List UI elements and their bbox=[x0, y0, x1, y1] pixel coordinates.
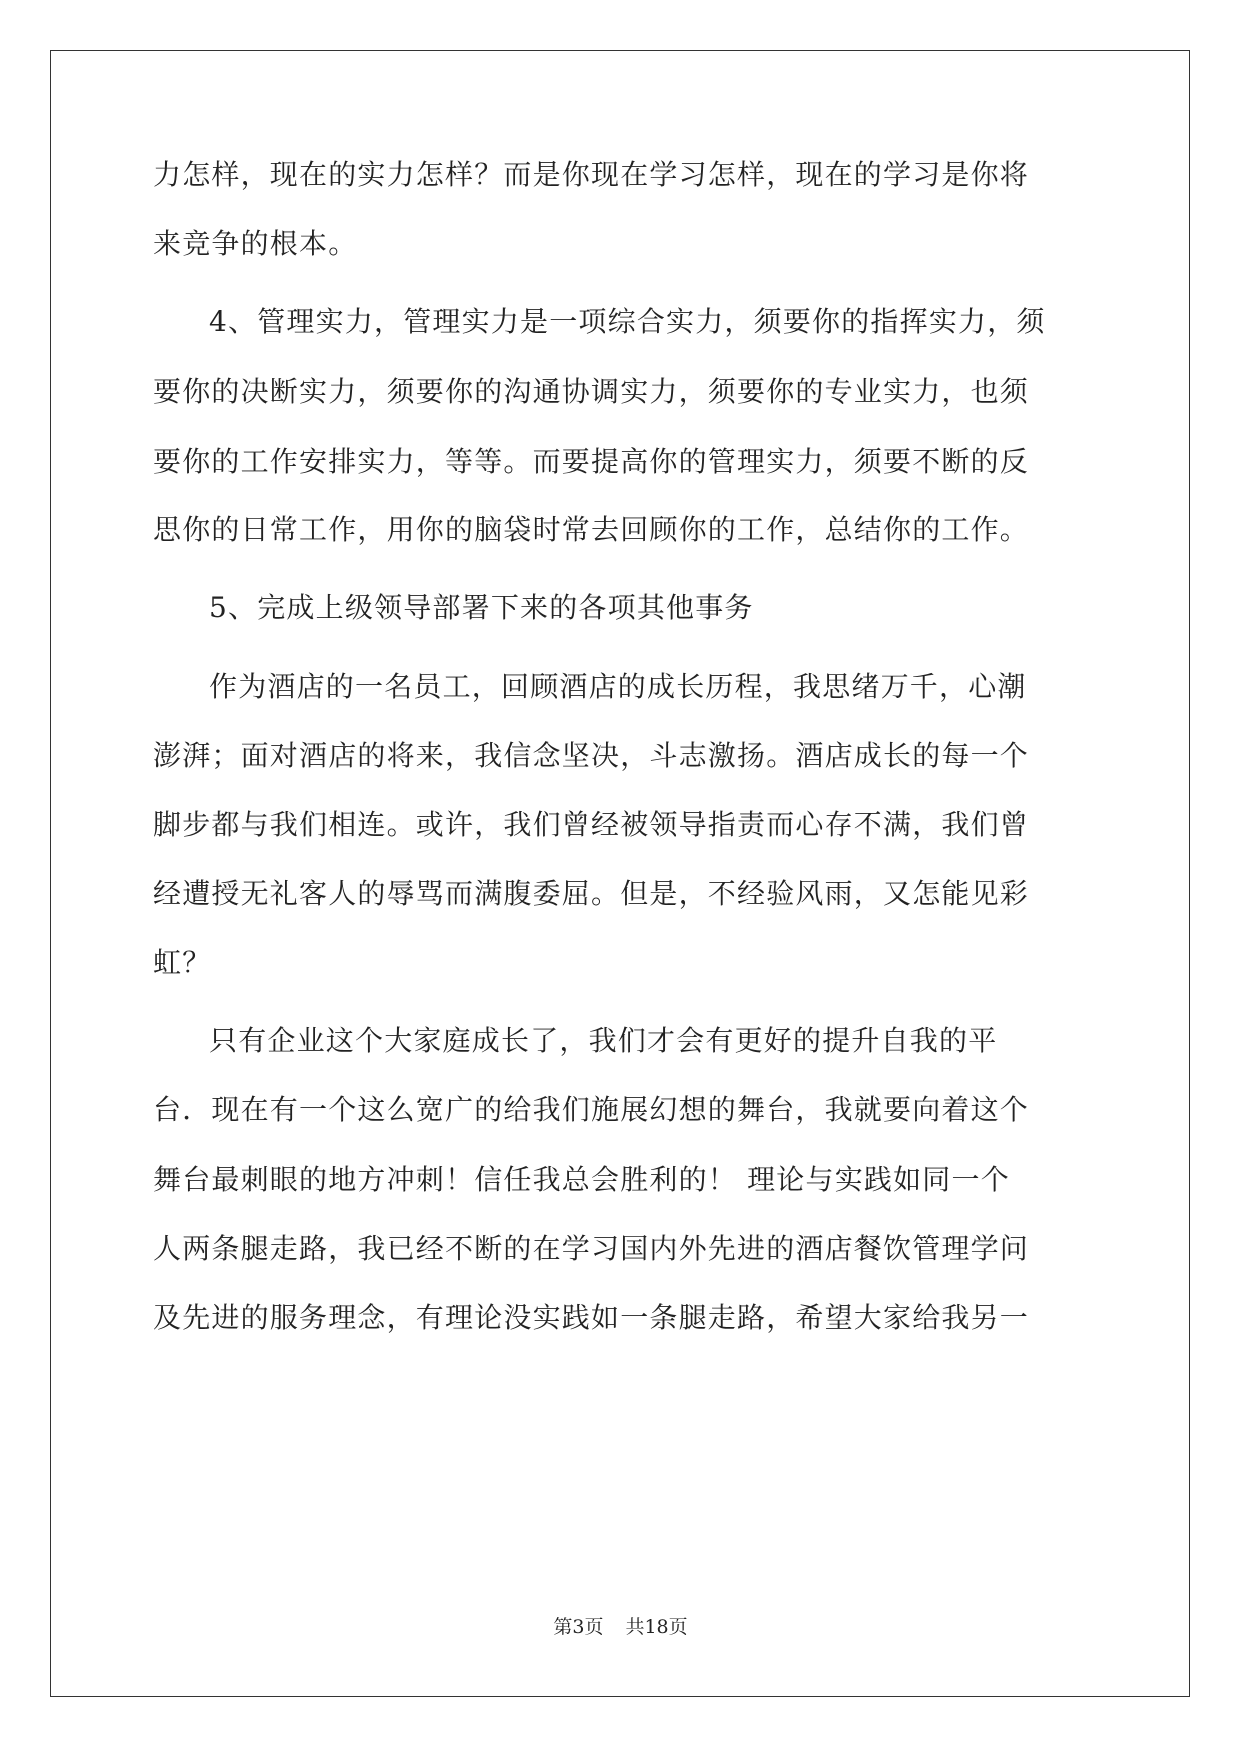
text-line: 人两条腿走路，我已经不断的在学习国内外先进的酒店餐饮管理学问 bbox=[153, 1232, 1030, 1265]
text-line: 只有企业这个大家庭成长了，我们才会有更好的提升自我的平 bbox=[209, 1024, 998, 1057]
text-line: 力怎样，现在的实力怎样？而是你现在学习怎样，现在的学习是你将 bbox=[153, 158, 1030, 191]
text-line: 台．现在有一个这么宽广的给我们施展幻想的舞台，我就要向着这个 bbox=[153, 1093, 1030, 1126]
text-line: 虹？ bbox=[153, 946, 212, 979]
text-line: 经遭授无礼客人的辱骂而满腹委屈。但是，不经验风雨，又怎能见彩 bbox=[153, 877, 1030, 910]
text-line: 4、管理实力，管理实力是一项综合实力，须要你的指挥实力，须 bbox=[209, 305, 1046, 338]
text-line: 要你的决断实力，须要你的沟通协调实力，须要你的专业实力，也须 bbox=[153, 375, 1030, 408]
text-line: 来竞争的根本。 bbox=[153, 227, 358, 260]
text-line: 舞台最刺眼的地方冲刺！信任我总会胜利的！ 理论与实践如同一个 bbox=[153, 1163, 1010, 1196]
page-footer bbox=[0, 1615, 1241, 1639]
text-line: 5、完成上级领导部署下来的各项其他事务 bbox=[209, 591, 754, 624]
text-line: 思你的日常工作，用你的脑袋时常去回顾你的工作，总结你的工作。 bbox=[153, 513, 1030, 546]
page-number-total: 共18页 bbox=[625, 1616, 688, 1638]
text-line: 要你的工作安排实力，等等。而要提高你的管理实力，须要不断的反 bbox=[153, 445, 1030, 478]
text-line: 澎湃；面对酒店的将来，我信念坚决，斗志激扬。酒店成长的每一个 bbox=[153, 739, 1030, 772]
text-line: 作为酒店的一名员工，回顾酒店的成长历程，我思绪万千，心潮 bbox=[209, 670, 1027, 703]
page-number-current: 第3页 bbox=[553, 1616, 604, 1638]
text-line: 脚步都与我们相连。或许，我们曾经被领导指责而心存不满，我们曾 bbox=[153, 808, 1030, 841]
text-line: 及先进的服务理念，有理论没实践如一条腿走路，希望大家给我另一 bbox=[153, 1301, 1030, 1334]
